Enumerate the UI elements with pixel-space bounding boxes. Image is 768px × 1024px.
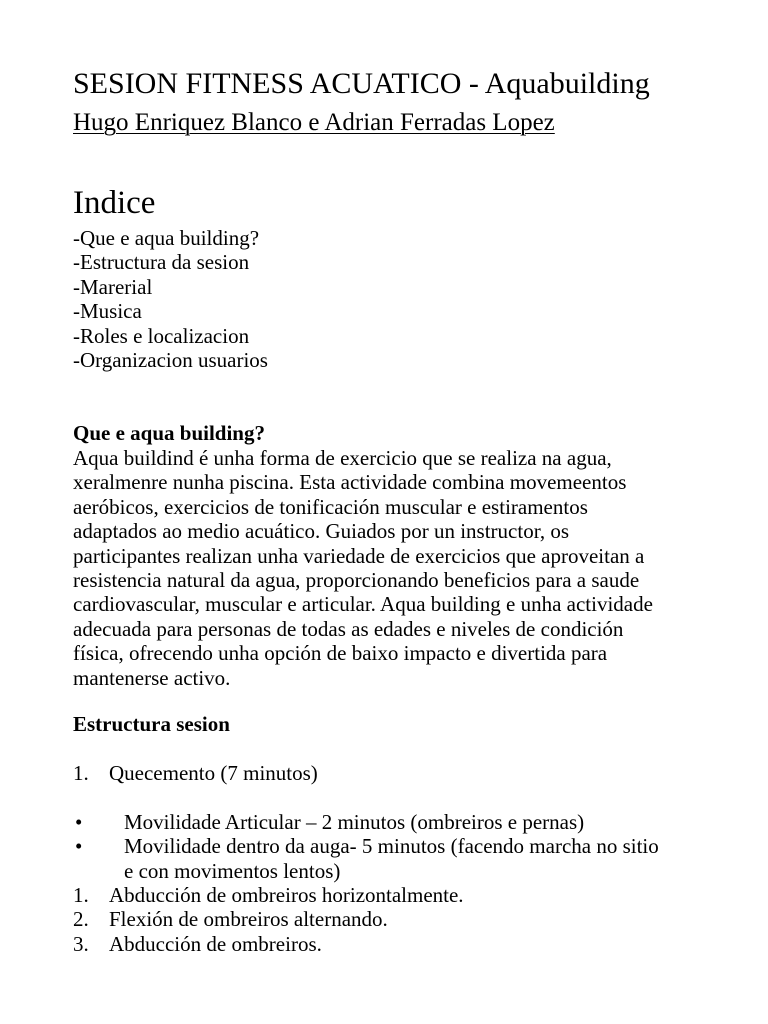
exercise-text: Abducción de ombreiros horizontalmente. (109, 883, 464, 907)
phase-item (73, 761, 318, 785)
index-heading: Indice (73, 185, 156, 221)
phase-list (73, 761, 318, 785)
bullet-item (73, 810, 659, 834)
paragraph-line: participantes realizan unha variedade de exercicios que aproveitan a (73, 543, 645, 568)
index-item: -Que e aqua building? (73, 226, 260, 250)
paragraph-line: aeróbicos, exercicios de tonificación muscular e estiramentos (73, 494, 588, 519)
bullet-marker: • (75, 810, 83, 834)
paragraph-line: xeralmenre nunha piscina. Esta actividade combina movemeentos (73, 470, 627, 495)
section-heading-structure: Estructura sesion (73, 712, 230, 736)
exercise-item (73, 883, 464, 907)
index-item: -Marerial (73, 274, 153, 299)
index-list (73, 226, 268, 372)
document-title: SESION FITNESS ACUATICO - Aquabuilding (73, 67, 650, 100)
paragraph-line: adecuada para personas de todas as edades e niveles de condición (73, 616, 624, 641)
bullet-list (73, 810, 659, 883)
bullet-text: Movilidade Articular – 2 minutos (ombreiros e pernas) (124, 810, 585, 834)
exercise-item (73, 907, 464, 931)
index-item: -Musica (73, 299, 142, 324)
document-authors: Hugo Enriquez Blanco e Adrian Ferradas Lopez (73, 109, 555, 136)
paragraph-line: adaptados ao medio acuático. Guiados por un instructor, os (73, 519, 570, 544)
paragraph-line: Aqua buildind é unha forma de exercicio que se realiza na agua, (73, 446, 612, 470)
exercise-number: 3. (73, 931, 89, 956)
exercise-number: 2. (73, 907, 89, 932)
bullet-text: Movilidade dentro da auga- 5 minutos (facendo marcha no sitio (124, 834, 659, 859)
bullet-marker: • (75, 834, 83, 859)
bullet-item (73, 834, 659, 883)
index-item: -Organizacion usuarios (73, 348, 268, 373)
paragraph-line: física, ofrecendo unha opción de baixo impacto e divertida para (73, 641, 608, 666)
exercise-item (73, 932, 464, 956)
index-item: -Estructura da sesion (73, 250, 250, 275)
index-item: -Roles e localizacion (73, 323, 250, 348)
bullet-text-continuation: e con movimentos lentos) (124, 858, 341, 883)
paragraph-line: mantenerse activo. (73, 665, 231, 690)
phase-number: 1. (73, 761, 89, 785)
section-paragraph-what (73, 446, 713, 690)
paragraph-line: cardiovascular, muscular e articular. Aqua building e unha actividade (73, 592, 653, 617)
phase-text: Quecemento (7 minutos) (109, 761, 318, 785)
paragraph-line: resistencia natural da agua, proporcionando beneficios para a saude (73, 568, 640, 593)
exercise-text: Flexión de ombreiros alternando. (109, 907, 388, 932)
exercise-list (73, 883, 464, 956)
exercise-text: Abducción de ombreiros. (109, 931, 322, 956)
section-heading-what: Que e aqua building? (73, 421, 265, 445)
exercise-number: 1. (73, 883, 89, 907)
